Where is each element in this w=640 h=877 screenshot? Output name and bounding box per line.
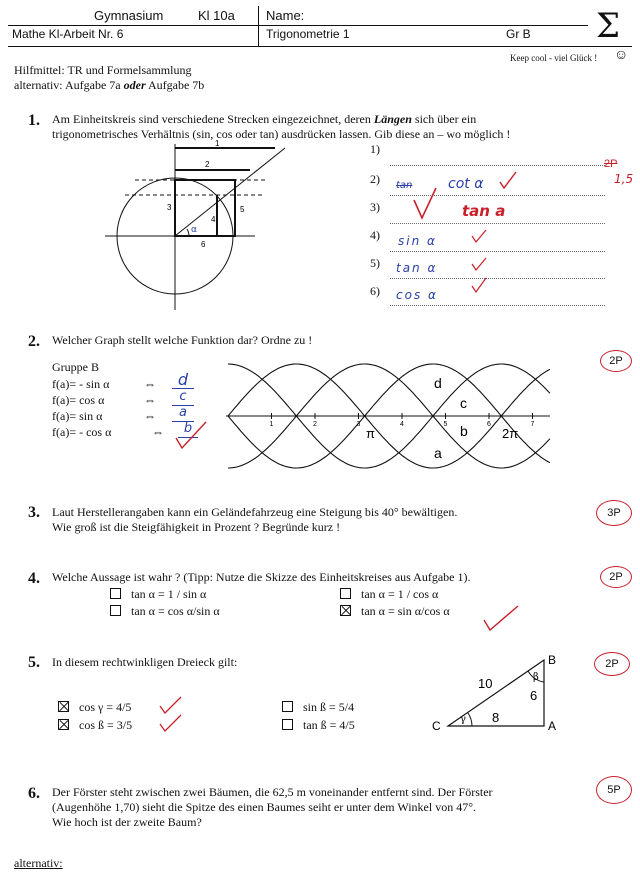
school: Gymnasium: [94, 8, 164, 23]
q4-option-2[interactable]: tan α = 1 / cos α: [340, 587, 438, 602]
angle-beta: β: [533, 672, 539, 683]
side-b: 8: [492, 710, 500, 725]
checkbox[interactable]: [282, 719, 293, 730]
q2-answer-3: a: [172, 405, 194, 422]
group: Gr B: [506, 27, 531, 41]
sigma: Σ: [596, 6, 621, 46]
answer-2-value: cot α: [448, 176, 484, 192]
q2-answer-2: c: [172, 389, 194, 406]
q5-option-4[interactable]: tan ß = 4/5: [282, 718, 355, 733]
q6-text: Der Förster steht zwischen zwei Bäumen, die 62,5 m voneinander entfernt sind. Der Förster (Augenhöhe 1,70) sieht die Spitze des einen Baumes seiht er unter dem Winkel von 47°. Wie hoch ist der zweite Baum?: [52, 785, 493, 829]
q5-points: 2P: [594, 652, 630, 676]
vertex-c: C: [432, 719, 441, 732]
exam-title: Mathe Kl-Arbeit Nr. 6: [12, 27, 124, 41]
header: [8, 6, 632, 47]
side-hyp: 10: [478, 676, 493, 691]
q4-number: 4.: [28, 570, 40, 587]
q5-option-2[interactable]: cos ß = 3/5: [58, 718, 132, 733]
fig-label-5: 5: [240, 205, 245, 214]
x-tick-label: 6: [487, 421, 491, 428]
checkbox[interactable]: [110, 605, 121, 616]
side-a: 6: [530, 688, 538, 703]
fig-label-4: 4: [211, 215, 216, 224]
x-tick-label: 7: [530, 421, 535, 428]
x-tick-label: 4: [400, 421, 404, 428]
label-d: d: [434, 375, 442, 391]
vertex-a: A: [548, 719, 557, 732]
q4-check: [482, 604, 522, 634]
q4-option-3[interactable]: tan α = cos α/sin α: [110, 604, 220, 619]
checkbox-checked[interactable]: [340, 605, 351, 616]
q3-number: 3.: [28, 504, 40, 521]
answer-5-label: 5): [370, 256, 380, 270]
q2-check: [172, 420, 212, 460]
label-pi: π: [366, 426, 375, 441]
x-tick-label: 5: [443, 421, 448, 428]
q2-number: 2.: [28, 333, 40, 350]
answer-1-label: 1): [370, 142, 380, 156]
q5-option-1[interactable]: cos γ = 4/5: [58, 700, 131, 715]
q4-text: Welche Aussage ist wahr ? (Tipp: Nutze die Skizze des Einheitskreises aus Aufgabe 1).: [52, 570, 471, 584]
q4-option-1[interactable]: tan α = 1 / sin α: [110, 587, 206, 602]
checkbox-checked[interactable]: [58, 701, 69, 712]
name-label: Name:: [266, 8, 305, 23]
q1-text: Am Einheitskreis sind verschiedene Strecken eingezeichnet, deren Längen sich über ein trigonometrisches Verhältnis (sin, cos oder tan) ausdrücken lassen. Gib diese an – wo möglich !: [52, 112, 511, 141]
q5-number: 5.: [28, 654, 40, 671]
q2-group: Gruppe B: [52, 360, 99, 374]
q2-text: Welcher Graph stellt welche Funktion dar? Ordne zu !: [52, 333, 313, 347]
answer-3-value: tan a: [462, 202, 506, 220]
q2-answer-1: d: [172, 372, 194, 389]
angle-gamma: γ: [460, 714, 466, 725]
x-tick-label: 1: [269, 421, 274, 428]
x-tick-label: 3: [356, 421, 361, 428]
good-luck: Keep cool - viel Glück !: [510, 53, 598, 63]
answer-3-label: 3): [370, 200, 380, 214]
answer-5-value: tan α: [396, 261, 438, 275]
answer-4-label: 4): [370, 228, 380, 242]
fig-label-2: 2: [205, 160, 210, 169]
q6-points: 5P: [596, 776, 632, 804]
answer-2-label: 2): [370, 172, 380, 186]
q1-score: 1,5: [614, 172, 634, 186]
q5-text: In diesem rechtwinkligen Dreieck gilt:: [52, 655, 238, 669]
checkbox[interactable]: [282, 701, 293, 712]
label-2pi: 2π: [502, 426, 519, 441]
class: Kl 10a: [198, 8, 235, 23]
fig-label-1: 1: [215, 140, 220, 148]
q2-answer-4: b: [178, 421, 198, 438]
q5-option-3[interactable]: sin ß = 5/4: [282, 700, 354, 715]
smiley: ☺: [614, 48, 629, 63]
answer-2-scribble: tan: [396, 180, 413, 191]
answer-4-value: sin α: [398, 234, 437, 248]
x-tick-label: 2: [313, 421, 317, 428]
fig-alpha: α: [191, 225, 197, 235]
answer-6-value: cos α: [396, 288, 438, 302]
checkbox[interactable]: [340, 588, 351, 599]
unit-circle-figure: [105, 140, 305, 315]
q4-option-4[interactable]: tan α = sin α/cos α: [340, 604, 450, 619]
label-b: b: [460, 423, 468, 439]
aids-line1: Hilfmittel: TR und Formelsammlung: [14, 63, 192, 77]
q1-points: 2P: [604, 158, 618, 170]
footer-alternativ: alternativ:: [14, 856, 63, 870]
q6-number: 6.: [28, 785, 40, 802]
label-a: a: [434, 445, 442, 461]
q1-checkmarks: [380, 170, 520, 300]
q2-points: 2P: [600, 350, 632, 372]
checkbox[interactable]: [110, 588, 121, 599]
topic: Trigonometrie 1: [266, 27, 350, 41]
right-triangle: [430, 652, 570, 732]
label-c: c: [460, 395, 467, 411]
aids: Hilfmittel: TR und Formelsammlung alternativ: Aufgabe 7a oder Aufgabe 7b: [14, 63, 205, 92]
vertex-b: B: [548, 653, 557, 667]
fig-label-6: 6: [201, 240, 206, 249]
answer-6-label: 6): [370, 284, 380, 298]
fig-label-3: 3: [167, 203, 172, 212]
checkbox-checked[interactable]: [58, 719, 69, 730]
q1-number: 1.: [28, 112, 40, 129]
trig-graph: [220, 358, 560, 474]
q2-rows: f(a)= - sin α ⇔ d f(a)= cos α ⇔ c f(a)= sin α ⇔ a f(a)= - cos α ⇔ b: [52, 376, 202, 440]
q5-checks: [158, 696, 198, 736]
q3-text: Laut Herstellerangaben kann ein Geländefahrzeug eine Steigung bis 40° bewältigen. Wie groß ist die Steigfähigkeit in Prozent ? Begründe kurz !: [52, 505, 458, 534]
q3-points: 3P: [596, 500, 632, 526]
q4-points: 2P: [600, 566, 632, 588]
